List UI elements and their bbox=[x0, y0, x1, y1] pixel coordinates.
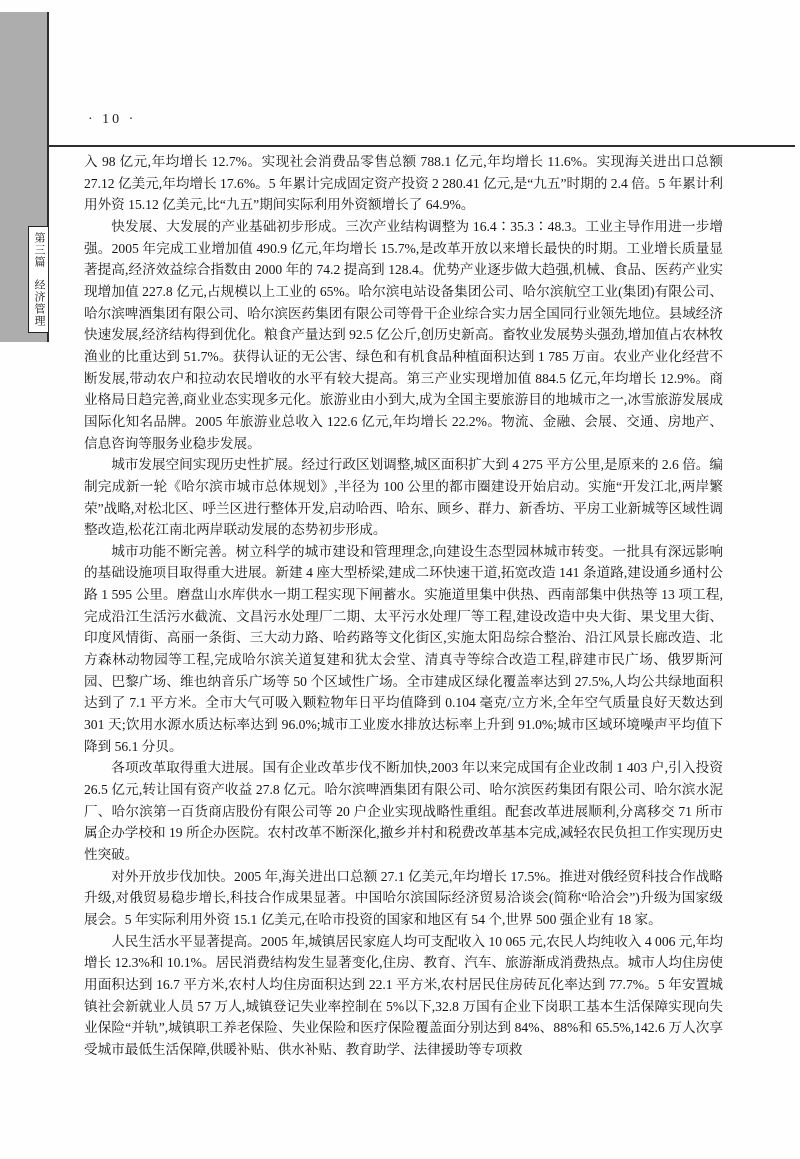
chapter-tab bbox=[28, 226, 48, 333]
paragraph-city-function: 城市功能不断完善。树立科学的城市建设和管理理念,向建设生态型园林城市转变。一批具有深远影响的基础设施项目取得重大进展。新建 4 座大型桥梁,建成二环快速干道,拓宽改造 141 条道路,建设通乡通村公路 1 595 公里。磨盘山水库供水一期工程实现下闸蓄水。实施道里集中供热、西南部集中供热等 13 项工程,完成沿江生活污水截流、文昌污水处理厂二期、太平污水处理厂等工程,建设改造中央大街、果戈里大街、印度风情街、高丽一条街、三大动力路、哈药路等文化街区,实施太阳岛综合整治、沿江风景长廊改造、北方森林动物园等工程,完成哈尔滨关道复建和犹太会堂、清真寺等综合改造工程,辟建市民广场、俄罗斯河园、巴黎广场、维也纳音乐广场等 50 个区域性广场。全市建成区绿化覆盖率达到 27.5%,人均公共绿地面积达到了 7.1 平方米。全市大气可吸入颗粒物年日平均值降到 0.104 毫克/立方米,全年空气质量良好天数达到 301 天;饮用水源水质达标率达到 96.0%;城市工业废水排放达标率上升到 91.0%;城市区域环境噪声平均值下降到 56.1 分贝。 bbox=[84, 543, 723, 754]
chapter-part-label: 第三篇 bbox=[33, 232, 45, 268]
paragraph-opening-up: 对外开放步伐加快。2005 年,海关进出口总额 27.1 亿美元,年均增长 17.5%。推进对俄经贸科技合作战略升级,对俄贸易稳步增长,科技合作成果显著。中国哈尔滨国际经济贸易洽谈会(简称“哈洽会”)升级为国家级展会。5 年实际利用外资 15.1 亿美元,在哈市投资的国家和地区有 54 个,世界 500 强企业有 18 家。 bbox=[84, 868, 723, 927]
page-number: · 10 · bbox=[88, 112, 137, 127]
body-text bbox=[84, 151, 723, 1061]
paragraph-industry: 快发展、大发展的产业基础初步形成。三次产业结构调整为 16.4∶35.3∶48.3。工业主导作用进一步增强。2005 年完成工业增加值 490.9 亿元,年均增长 15.7%,是改革开放以来增长最快的时期。工业增长质量显著提高,经济效益综合指数由 2000 年的 74.2 提高到 128.4。优势产业逐步做大趋强,机械、食品、医药产业实现增加值 227.8 亿元,占规模以上工业的 65%。哈尔滨电站设备集团公司、哈尔滨航空工业(集团)有限公司、哈尔滨啤酒集团有限公司、哈尔滨医药集团有限公司等骨干企业综合实力居全国同行业领先地位。县域经济快速发展,经济结构得到优化。粮食产量达到 92.5 亿公斤,创历史新高。畜牧业发展势头强劲,增加值占农林牧渔业的比重达到 51.7%。获得认证的无公害、绿色和有机食品种植面积达到 1 785 万亩。农业产业化经营不断发展,带动农户和拉动农民增收的水平有较大提高。第三产业实现增加值 884.5 亿元,年均增长 12.9%。商业格局日趋完善,商业业态实现多元化。旅游业由小到大,成为全国主要旅游目的地城市之一,冰雪旅游发展成国际化知名品牌。2005 年旅游业总收入 122.6 亿元,年均增长 22.2%。物流、金融、会展、交通、房地产、信息咨询等服务业稳步发展。 bbox=[84, 218, 723, 451]
paragraph-reform: 各项改革取得重大进展。国有企业改革步伐不断加快,2003 年以来完成国有企业改制 1 403 户,引入投资 26.5 亿元,转让国有资产收益 27.8 亿元。哈尔滨啤酒集团有限公司、哈尔滨医药集团有限公司、哈尔滨水泥厂、哈尔滨第一百货商店股份有限公司等 20 户企业实现战略性重组。配套改革进展顺利,分离移交 71 所市属企办学校和 19 所企办医院。农村改革不断深化,撤乡并村和税费改革基本完成,减轻农民负担工作实现历史性突破。 bbox=[84, 760, 723, 862]
paragraph-city-space: 城市发展空间实现历史性扩展。经过行政区划调整,城区面积扩大到 4 275 平方公里,是原来的 2.6 倍。编制完成新一轮《哈尔滨市城市总体规划》,半径为 100 公里的都市圈建设开始启动。实施“开发江北,两岸繁荣”战略,对松北区、呼兰区进行整体开发,启动哈西、哈东、顾乡、群力、新香坊、平房工业新城等区域性调整改造,松花江南北两岸联动发展的态势初步形成。 bbox=[84, 457, 723, 538]
paragraph-living-standard: 人民生活水平显著提高。2005 年,城镇居民家庭人均可支配收入 10 065 元,农民人均纯收入 4 006 元,年均增长 12.3%和 10.1%。居民消费结构发生显著变化,住房、教育、汽车、旅游渐成消费热点。城市人均住房使用面积达到 16.7 平方米,农村人均住房面积达到 22.1 平方米,农村居民住房砖瓦化率达到 77.7%。5 年安置城镇社会新就业人员 57 万人,城镇登记失业率控制在 5%以下,32.8 万国有企业下岗职工基本生活保障实现向失业保险“并轨”,城镇职工养老保险、失业保险和医疗保险覆盖面分别达到 84%、88%和 65.5%,142.6 万人次享受城市最低生活保障,供暖补贴、供水补贴、教育助学、法律援助等专项救 bbox=[84, 933, 723, 1057]
header-rule bbox=[49, 145, 795, 147]
paragraph-continuation: 入 98 亿元,年均增长 12.7%。实现社会消费品零售总额 788.1 亿元,年均增长 11.6%。实现海关进出口总额 27.12 亿美元,年均增长 17.6%。5 年累计完成固定资产投资 2 280.41 亿元,是“九五”时期的 2.4 倍。5 年累计利用外资 15.12 亿美元,比“九五”期间实际利用外资额增长了 64.9%。 bbox=[84, 154, 723, 213]
chapter-section-label: 经济管理 bbox=[33, 279, 45, 327]
